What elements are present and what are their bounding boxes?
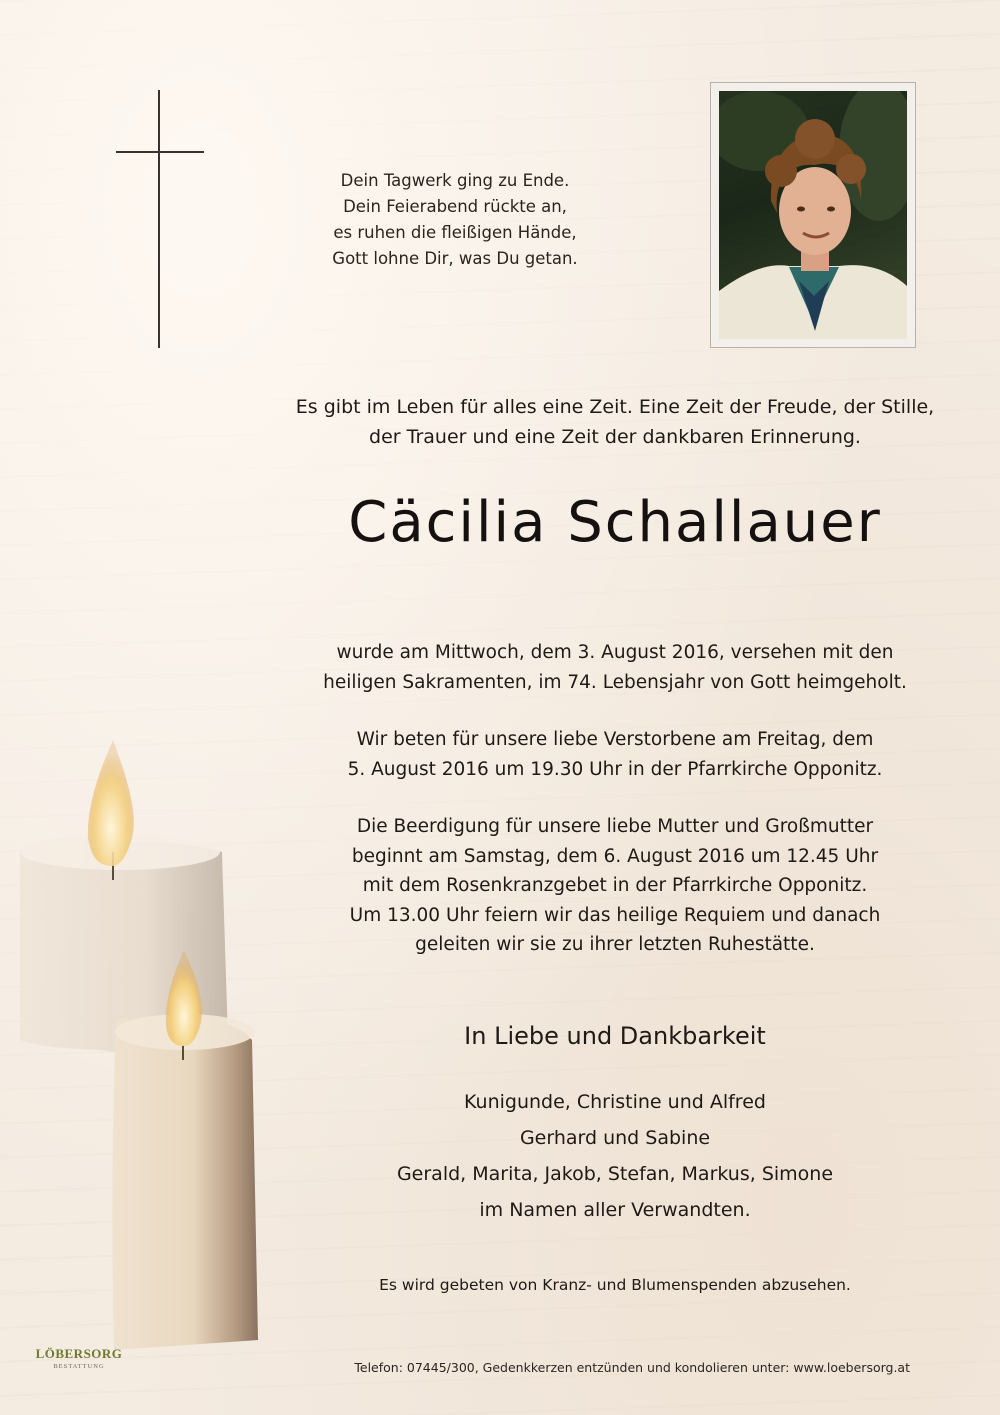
- paragraph-line: Wir beten für unsere liebe Verstorbene am Freitag, dem: [356, 729, 874, 750]
- paragraph-line: beginnt am Samstag, dem 6. August 2016 um 12.45 Uhr: [351, 845, 879, 867]
- prayer-paragraph: [250, 725, 980, 784]
- paragraph-line: heiligen Sakramenten, im 74. Lebensjahr von Gott heimgeholt.: [323, 671, 907, 693]
- family-line: im Namen aller Verwandten.: [479, 1199, 751, 1221]
- poem-line: Dein Feierabend rückte an,: [343, 197, 567, 216]
- family-line: Gerhard und Sabine: [519, 1127, 711, 1149]
- intro-line: der Trauer und eine Zeit der dankbaren Erinnerung.: [369, 426, 861, 448]
- poem-line: Dein Tagwerk ging zu Ende.: [340, 171, 570, 190]
- funeral-paragraph: [250, 812, 980, 960]
- logo-subtitle: BESTATTUNG: [53, 1363, 105, 1370]
- intro-quote: [250, 392, 980, 452]
- poem: [300, 168, 610, 272]
- deceased-name: Cäcilia Schallauer: [348, 490, 882, 555]
- funeral-home-logo: [34, 1346, 124, 1370]
- cross-icon: [110, 88, 210, 350]
- family-line: Kunigunde, Christine und Alfred: [464, 1091, 766, 1113]
- paragraph-line: Um 13.00 Uhr feiern wir das heilige Requiem und danach: [349, 904, 881, 926]
- poem-line: es ruhen die fleißigen Hände,: [333, 223, 577, 242]
- paragraph-line: geleiten wir sie zu ihrer letzten Ruhestätte.: [415, 934, 815, 955]
- poem-line: Gott lohne Dir, was Du getan.: [332, 249, 578, 268]
- family-list: [250, 1084, 980, 1228]
- closing-phrase: In Liebe und Dankbarkeit: [464, 1022, 766, 1050]
- family-line: Gerald, Marita, Jakob, Stefan, Markus, Simone: [396, 1163, 834, 1185]
- donation-note: Es wird gebeten von Kranz- und Blumenspenden abzusehen.: [379, 1276, 851, 1294]
- intro-line: Es gibt im Leben für alles eine Zeit. Eine Zeit der Freude, der Stille,: [295, 396, 935, 418]
- paragraph-line: mit dem Rosenkranzgebet in der Pfarrkirche Opponitz.: [362, 875, 868, 896]
- portrait-frame: [710, 82, 916, 348]
- candle-icon: [0, 720, 290, 1360]
- contact-footer: Telefon: 07445/300, Gedenkkerzen entzünden und kondolieren unter: www.loebersorg.at: [354, 1360, 910, 1375]
- logo-brand: LÖBERSORG: [35, 1346, 123, 1361]
- paragraph-line: Die Beerdigung für unsere liebe Mutter und Großmutter: [356, 816, 874, 837]
- paragraph-line: 5. August 2016 um 19.30 Uhr in der Pfarrkirche Opponitz.: [347, 758, 883, 780]
- portrait-photo: [719, 91, 907, 339]
- announcement-body: [250, 638, 980, 988]
- death-notice-paragraph: [250, 638, 980, 697]
- paragraph-line: wurde am Mittwoch, dem 3. August 2016, versehen mit den: [336, 642, 894, 663]
